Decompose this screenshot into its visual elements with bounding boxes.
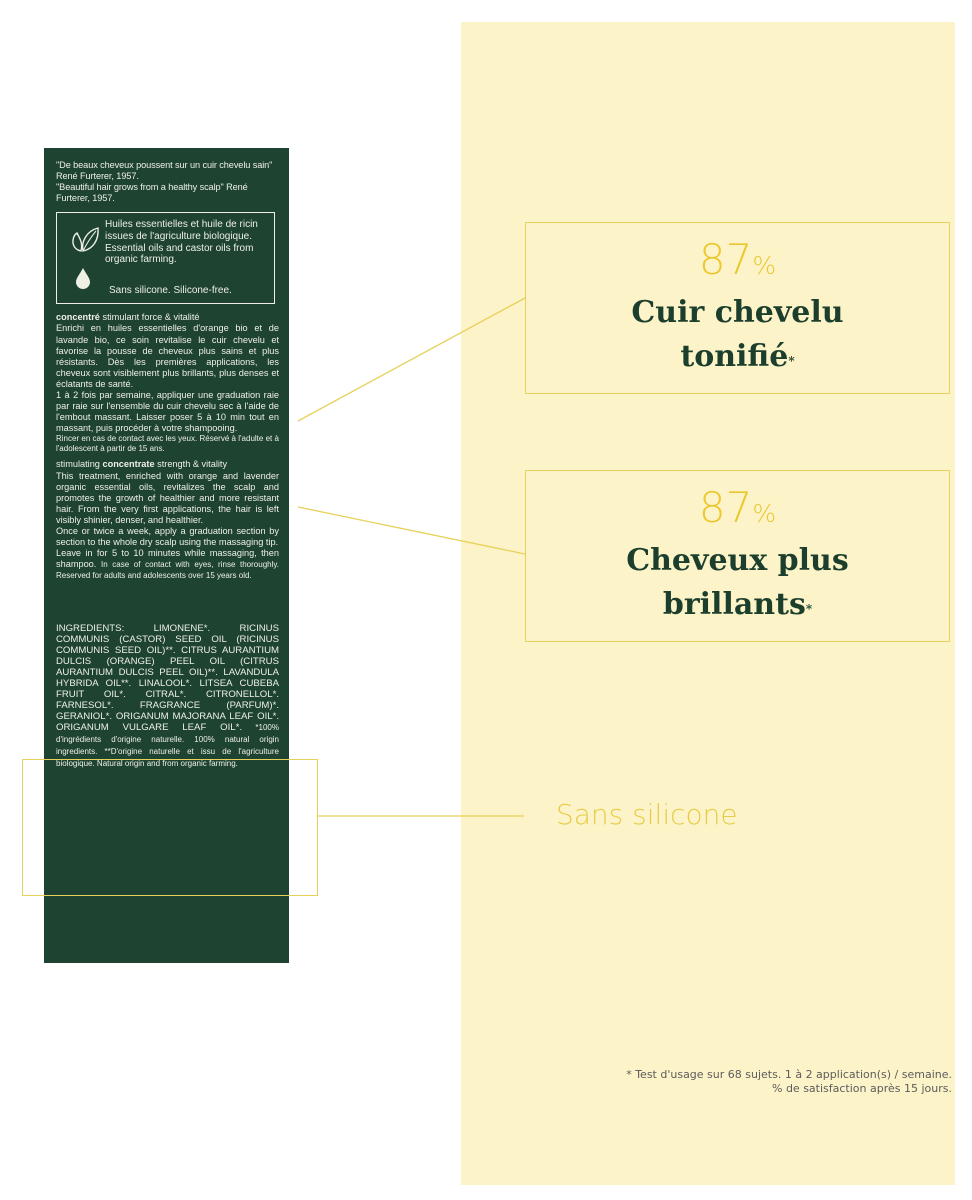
fr-title [56, 312, 279, 323]
en-usage-2-text: Leave in for 5 to 10 minutes while massaging, then shampoo. [56, 548, 279, 570]
leaf-icon [67, 225, 101, 255]
en-usage-2 [56, 548, 279, 581]
drop-icon [75, 267, 91, 289]
ingredients-list [56, 623, 279, 769]
en-usage-1: Once or twice a week, apply a graduation section by section to the whole dry scalp using the massaging tip. [56, 525, 279, 548]
footnote [532, 1068, 952, 1096]
en-title-bold: concentrate [102, 459, 155, 470]
claim-2-percent [526, 485, 949, 537]
claim-2-percent-value: 87 [698, 483, 753, 532]
fr-title-rest: stimulant force & vitalité [99, 312, 200, 323]
fr-body: Enrichi en huiles essentielles d'orange bio et de lavande bio, ce soin revitalise le cuir chevelu et favorise la pousse de cheveux plus sains et plus résistants. Dès les premières applications, les cheveux sont visiblement plus brillants, plus denses et éclatants de santé. [56, 323, 279, 389]
footnote-line-2: % de satisfaction après 15 jours. [772, 1082, 952, 1095]
organic-info-box [56, 212, 275, 304]
claim-1-line-2: tonifié [680, 339, 789, 374]
quote-en: "Beautiful hair grows from a healthy scalp" René Furterer, 1957. [56, 182, 248, 204]
french-description [56, 312, 279, 454]
claim-1-text [526, 291, 949, 379]
claim-2-line-2: brillants [662, 587, 806, 622]
claim-1-percent [526, 237, 949, 289]
silicone-free-claim: Sans silicone [556, 798, 738, 831]
claim-1-percent-value: 87 [698, 235, 753, 284]
en-warning: In case of contact with eyes, rinse thoroughly. Reserved for adults and adolescents over 15 years old. [56, 560, 279, 581]
english-description [56, 459, 279, 581]
organic-text: Huiles essentielles et huile de ricin issues de l'agriculture biologique. Essential oils and castor oils from organic farming. [105, 219, 258, 266]
claim-2-line-1: Cheveux plus [626, 543, 849, 578]
claim-2-percent-sign: % [752, 499, 777, 528]
footnote-line-1: * Test d'usage sur 68 sujets. 1 à 2 application(s) / semaine. [626, 1068, 952, 1081]
claim-1-line-1: Cuir chevelu [631, 295, 844, 330]
claim-2-text [526, 539, 949, 627]
en-title-pre: stimulating [56, 459, 103, 470]
ingredients-highlight-box [22, 759, 318, 896]
ingredients-note: *100% d'ingrédients d'origine naturelle. 100% natural origin ingredients. **D'origine naturelle et issu de l'agriculture biologique. Natural origin and from organic farming. [56, 723, 279, 768]
ingredients-text: INGREDIENTS: LIMONENE*. RICINUS COMMUNIS (CASTOR) SEED OIL (RICINUS COMMUNIS SEED OIL)**. CITRUS AURANTIUM DULCIS (ORANGE) PEEL OIL (CITRUS AURANTIUM DULCIS PEEL OIL)**. LAVANDULA HYBRIDA OIL**. LINALOOL*. LITSEA CUBEBA FRUIT OIL*. CITRAL*. CITRONELLOL*. FARNESOL*. FRAGRANCE (PARFUM)*. GERANIOL*. ORIGANUM MAJORANA LEAF OIL*. ORIGANUM VULGARE LEAF OIL*. [56, 623, 279, 734]
fr-warning: Rincer en cas de contact avec les yeux. Réservé à l'adulte et à l'adolescent à partir de 15 ans. [56, 434, 279, 454]
quote-block [56, 160, 279, 204]
claim-box-shine [525, 470, 950, 642]
claim-box-scalp [525, 222, 950, 394]
en-title [56, 459, 279, 470]
fr-usage: 1 à 2 fois par semaine, appliquer une graduation raie par raie sur l'ensemble du cuir chevelu sec à l'aide de l'embout massant. Laisser poser 5 à 10 min tout en massant, puis procéder à votre shampooing. [56, 390, 279, 434]
claim-1-percent-sign: % [752, 251, 777, 280]
en-body: This treatment, enriched with orange and lavender organic essential oils, revitalizes the scalp and promotes the growth of healthier and more resistant hair. From the very first applications, the hair is left visibly shinier, denser, and healthier. [56, 470, 279, 525]
claim-2-mark: * [805, 602, 813, 616]
claim-1-mark: * [788, 354, 795, 368]
fr-title-bold: concentré [56, 312, 100, 323]
en-title-rest: strength & vitality [154, 459, 228, 470]
silicone-free-text: Sans silicone. Silicone-free. [109, 285, 232, 297]
quote-fr: "De beaux cheveux poussent sur un cuir chevelu sain" René Furterer, 1957. [56, 160, 273, 182]
ingredients-block [56, 623, 279, 769]
organic-icons [67, 225, 101, 289]
